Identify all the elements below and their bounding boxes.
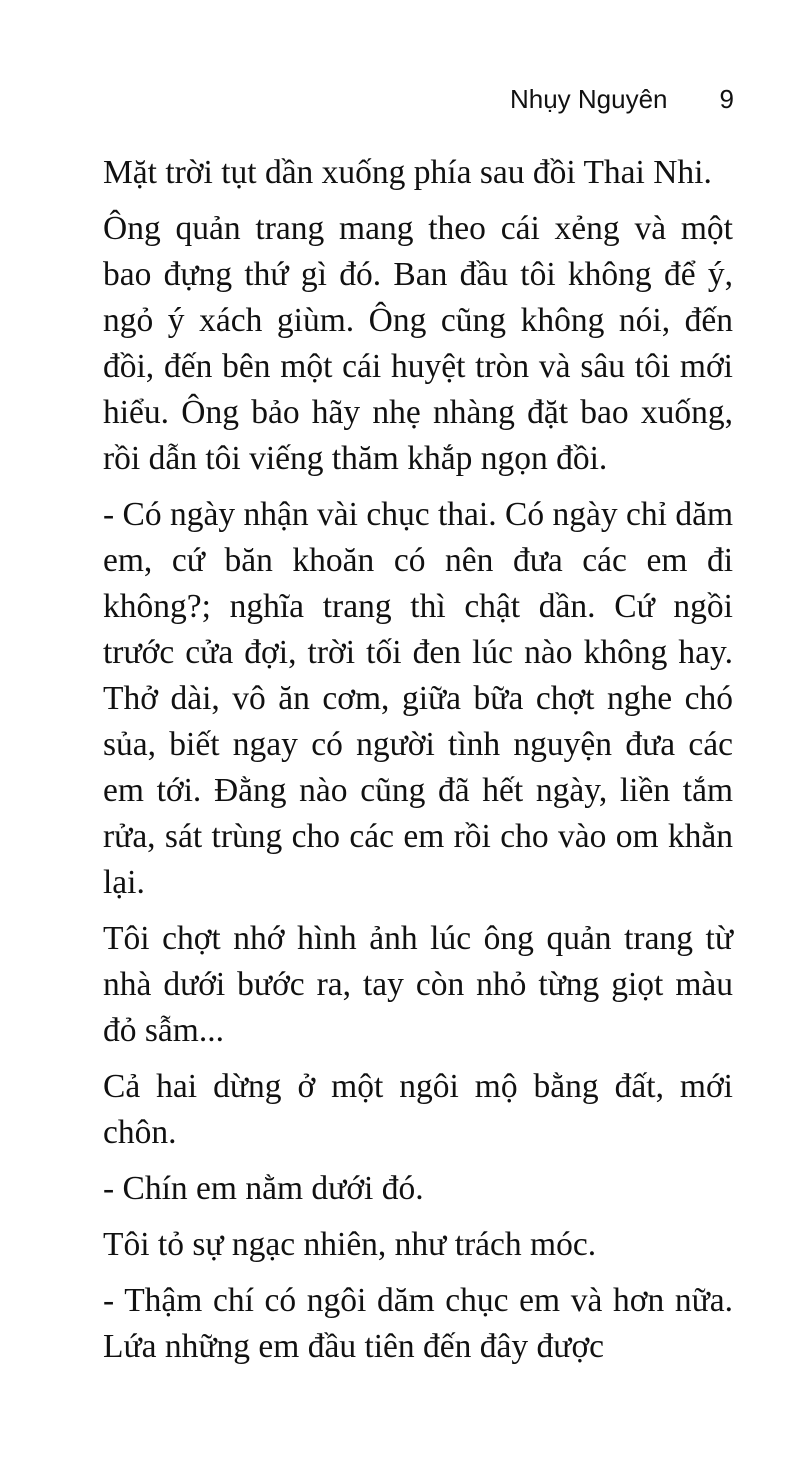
paragraph-3: - Có ngày nhận vài chục thai. Có ngày chỉ dăm em, cứ băn khoăn có nên đưa các em đi không?; nghĩa trang thì chật dần. Cứ ngồi trước cửa đợi, trời tối đen lúc nào không hay. Thở dài, vô ăn cơm, giữa bữa chợt nghe chó sủa, biết ngay có người tình nguyện đưa các em tới. Đằng nào cũng đã hết ngày, liền tắm rửa, sát trùng cho các em rồi cho vào om khằn lại. xyxy=(103,496,733,901)
paragraph-7: Tôi tỏ sự ngạc nhiên, như trách móc. xyxy=(103,1226,597,1263)
header-author: Nhụy Nguyên xyxy=(509,84,668,114)
body-text xyxy=(103,150,733,1380)
paragraph-5: Cả hai dừng ở một ngôi mộ bằng đất, mới chôn. xyxy=(103,1068,733,1151)
paragraph-1: Mặt trời tụt dần xuống phía sau đồi Thai Nhi. xyxy=(103,154,712,191)
paragraph-6: - Chín em nằm dưới đó. xyxy=(103,1170,424,1207)
page-number: 9 xyxy=(719,84,734,114)
paragraph-8: - Thậm chí có ngôi dăm chục em và hơn nữa. Lứa những em đầu tiên đến đây được xyxy=(103,1282,733,1365)
running-header xyxy=(510,84,734,115)
paragraph-2: Ông quản trang mang theo cái xẻng và một bao đựng thứ gì đó. Ban đầu tôi không để ý, ngỏ ý xách giùm. Ông cũng không nói, đến đồi, đến bên một cái huyệt tròn và sâu tôi mới hiểu. Ông bảo hãy nhẹ nhàng đặt bao xuống, rồi dẫn tôi viếng thăm khắp ngọn đồi. xyxy=(103,210,733,477)
paragraph-4: Tôi chợt nhớ hình ảnh lúc ông quản trang từ nhà dưới bước ra, tay còn nhỏ từng giọt màu đỏ sẫm... xyxy=(103,920,733,1049)
